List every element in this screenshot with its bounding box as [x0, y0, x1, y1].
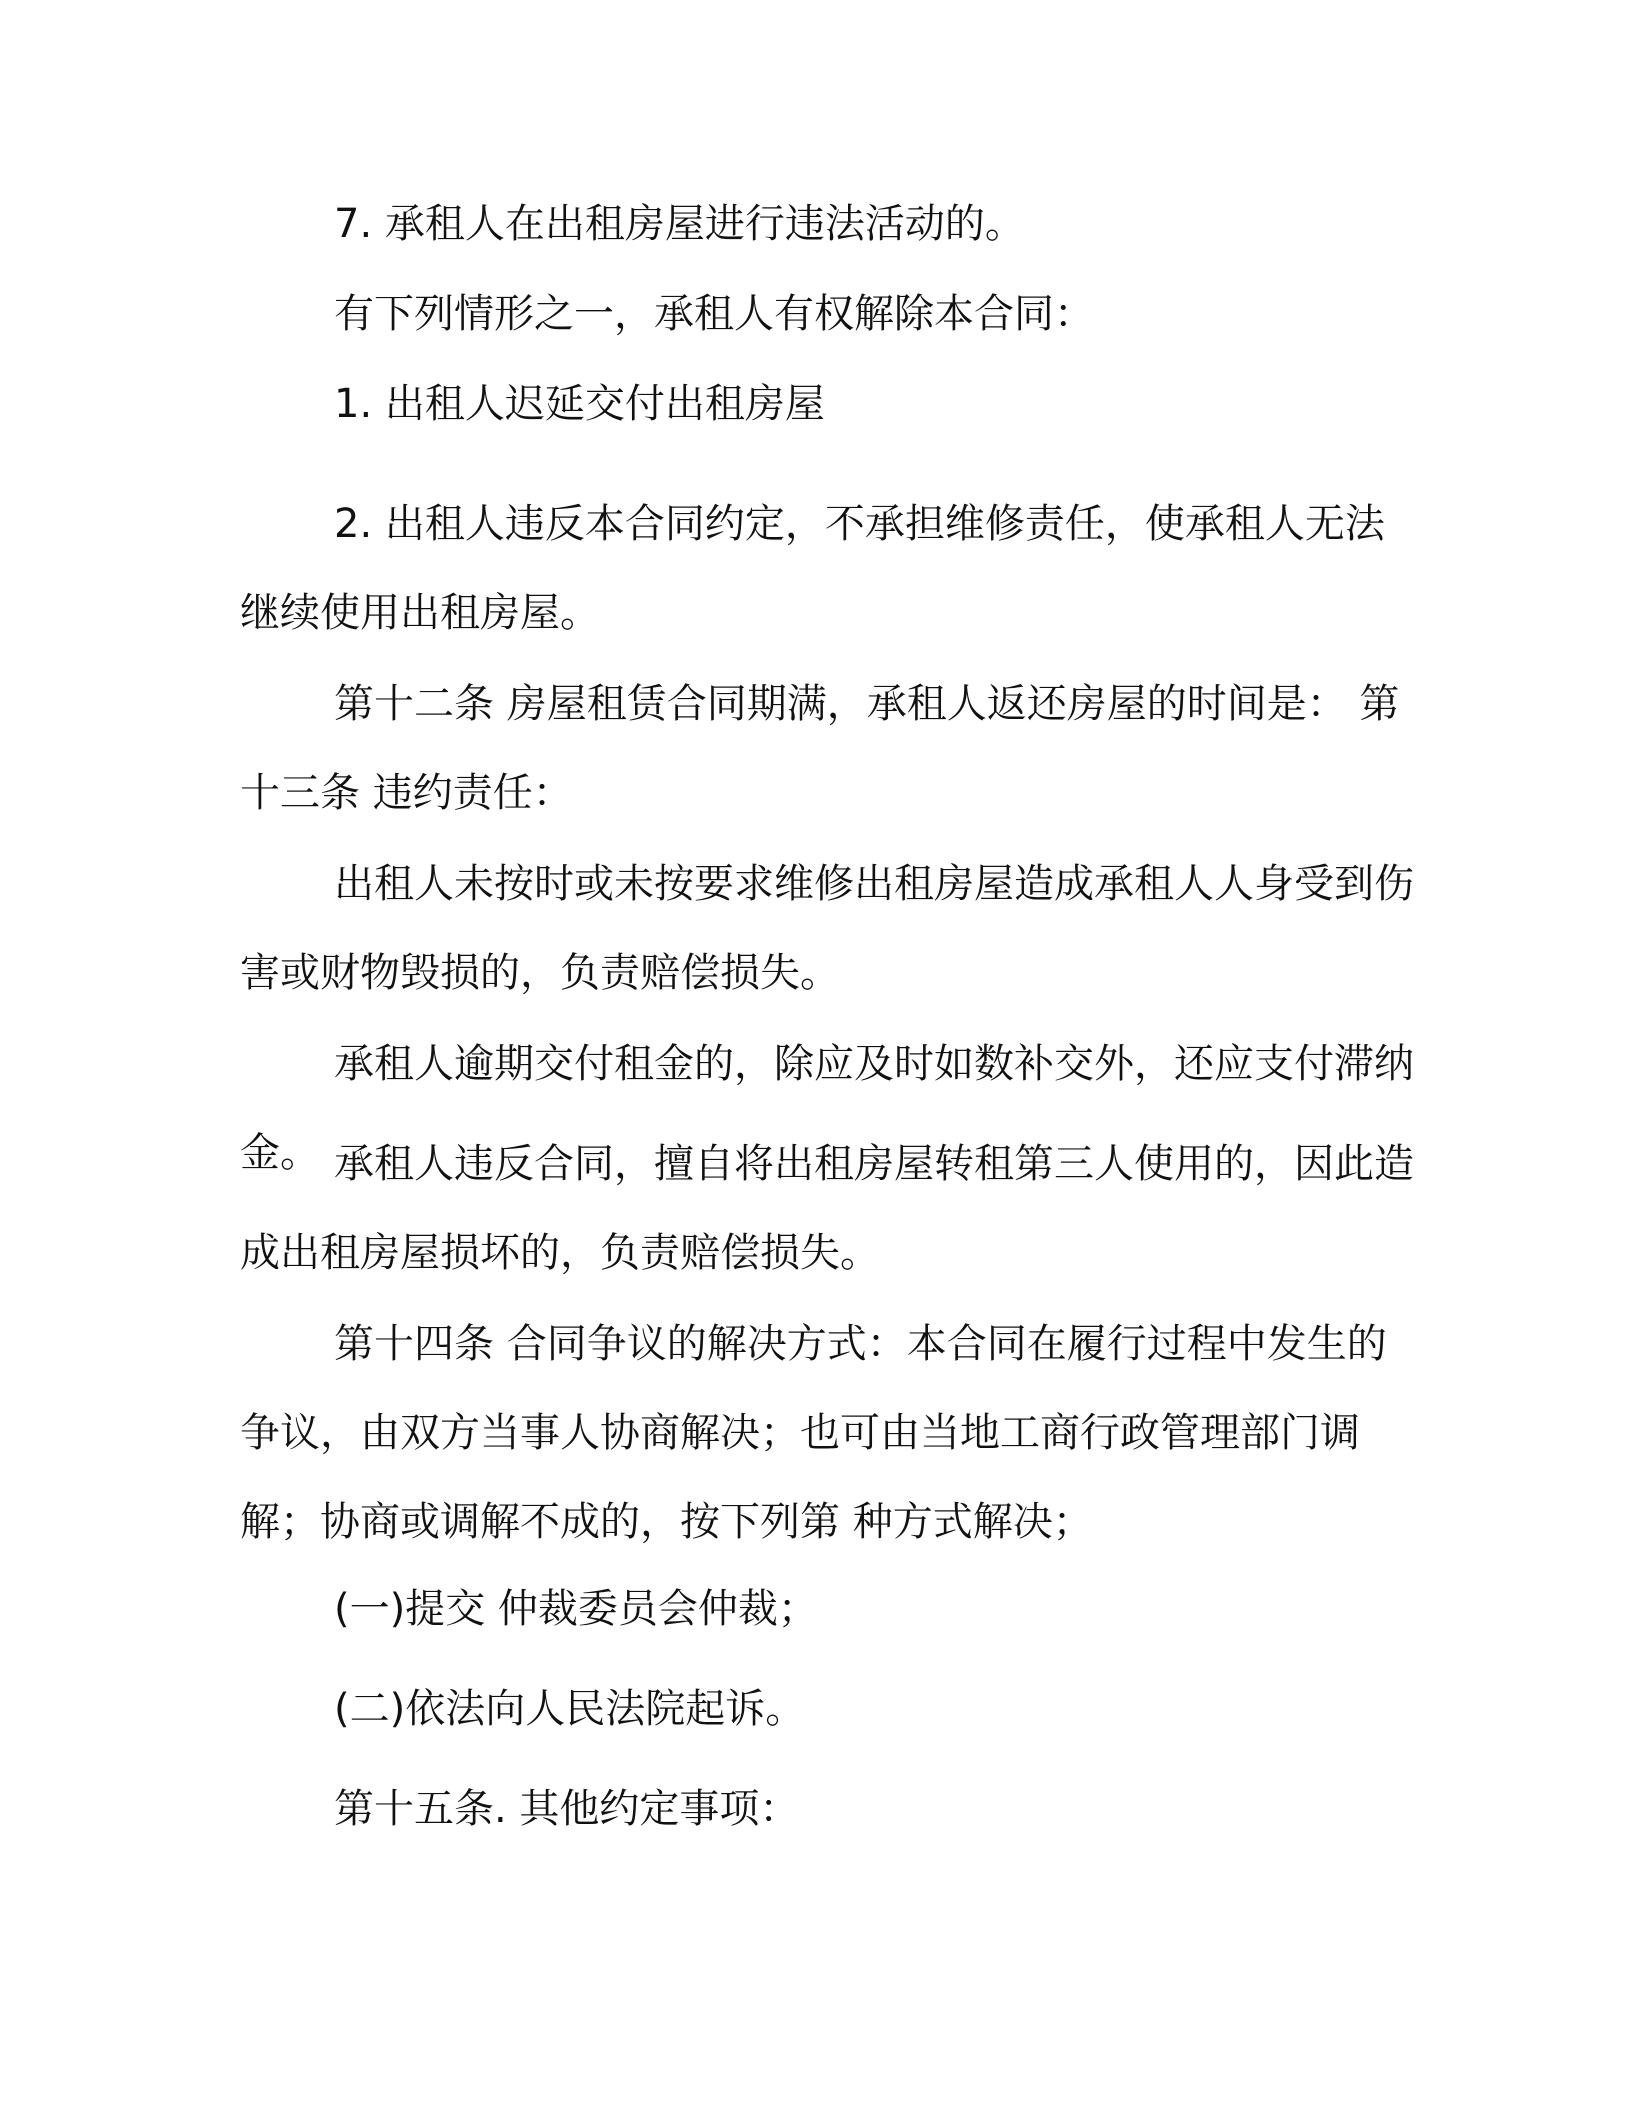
- paragraph-item-2: 2. 出租人违反本合同约定，不承担维修责任，使承租人无法继续使用出租房屋。: [240, 501, 1385, 636]
- paragraph-lessor-liability: 出租人未按时或未按要求维修出租房屋造成承租人人身受到伤害或财物毁损的，负责赔偿损失。: [240, 861, 1414, 996]
- paragraph-item-7: 7. 承租人在出租房屋进行违法活动的。: [334, 201, 1025, 247]
- paragraph-termination-rights: 有下列情形之一，承租人有权解除本合同：: [334, 291, 1094, 337]
- paragraph-option-2: (二)依法向人民法院起诉。: [334, 1686, 806, 1732]
- paragraph-article-15: 第十五条. 其他约定事项：: [334, 1786, 800, 1832]
- paragraph-article-12: 第十二条 房屋租赁合同期满，承租人返还房屋的时间是： 第十三条 违约责任：: [240, 681, 1400, 816]
- paragraph-article-14: 第十四条 合同争议的解决方式：本合同在履行过程中发生的争议，由双方当事人协商解决；也可由当地工商行政管理部门调解；协商或调解不成的，按下列第 种方式解决；: [240, 1321, 1387, 1545]
- paragraph-item-1: 1. 出租人迟延交付出租房屋: [334, 381, 825, 427]
- paragraph-sublet-liability: 承租人违反合同，擅自将出租房屋转租第三人使用的，因此造成出租房屋损坏的，负责赔偿损失。: [240, 1141, 1414, 1276]
- paragraph-option-1: (一)提交 仲裁委员会仲裁；: [334, 1586, 818, 1632]
- paragraph-late-rent: 承租人逾期交付租金的，除应及时如数补交外，还应支付滞纳金。: [240, 1041, 1414, 1176]
